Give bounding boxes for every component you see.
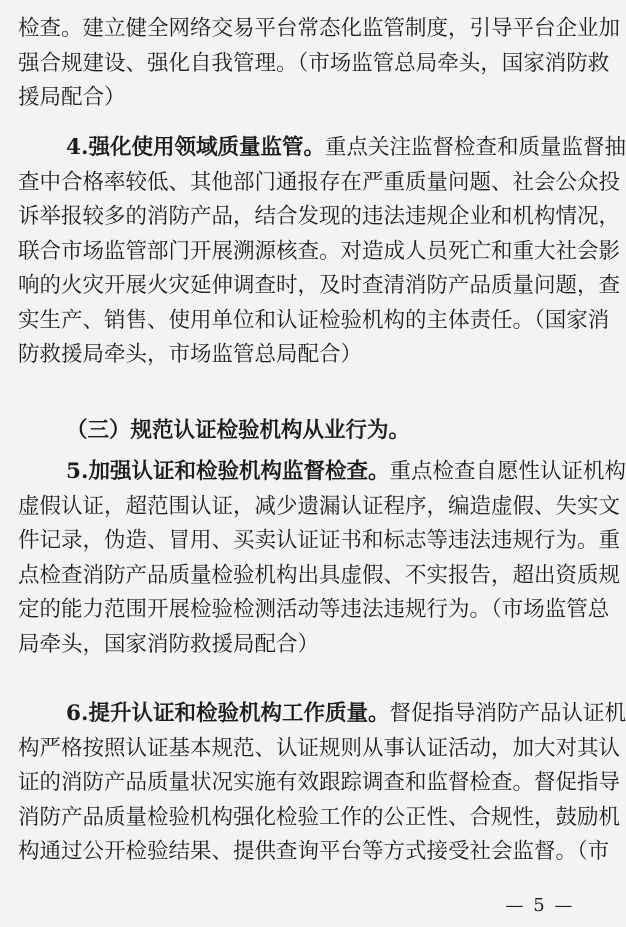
page-number: — 5 — [505,895,575,916]
text-line: 援局配合） [18,85,126,110]
text-line [18,697,626,732]
item-heading: 5.加强认证和检验机构监督检查。 [66,459,390,484]
text-line: 虚假认证，超范围认证，减少遗漏认证程序，编造虚假、失实文 [18,493,621,519]
section-heading [0,414,612,449]
item-heading: 4.强化使用领域质量监管。 [66,135,325,160]
item-text: 重点检查自愿性认证机构 [389,459,626,484]
text-line: 检查。建立健全网络交易平台常态化监管制度，引导平台企业加 [18,16,621,41]
text-line: 防救援局牵头，市场监管总局配合） [18,342,363,367]
item-heading: 6.提升认证和检验机构工作质量。 [66,701,390,726]
text-line: 查中合格率较低、其他部门通报存在严重质量问题、社会公众投 [18,169,621,195]
paragraph-continuation [0,12,621,116]
text-line: 局牵头，国家消防救援局配合） [18,631,320,657]
paragraph-item-5 [0,455,626,662]
text-line: 强合规建设、强化自我管理。（市场监管总局牵头，国家消防救 [18,50,610,76]
text-line: 构严格按照认证基本规范、认证规则从事认证活动，加大对其认 [18,735,621,761]
text-line: 构通过公开检验结果、提供查询平台等方式接受社会监督。（市 [18,839,610,864]
text-line: 实生产、销售、使用单位和认证检验机构的主体责任。（国家消 [18,307,610,333]
text-line: 定的能力范围开展检验检测活动等违法违规行为。（市场监管总 [18,597,610,622]
text-line: 点检查消防产品质量检验机构出具虚假、不实报告，超出资质规 [18,562,621,588]
text-line: 件记录，伪造、冒用、买卖认证证书和标志等违法违规行为。重 [18,528,621,553]
paragraph-item-4 [0,131,626,373]
section-title: （三）规范认证检验机构从业行为。 [66,418,411,443]
text-line: 诉举报较多的消防产品，结合发现的违法违规企业和机构情况， [18,204,621,229]
text-line: 消防产品质量检验机构强化检验工作的公正性、合规性，鼓励机 [18,804,621,830]
text-line: 联合市场监管部门开展溯源核查。对造成人员死亡和重大社会影 [18,238,621,264]
item-text: 重点关注监督检查和质量监督抽 [324,135,626,160]
text-line [18,131,626,166]
text-line [18,455,626,490]
text-line: 响的火灾开展火灾延伸调查时，及时查清消防产品质量问题，查 [18,273,621,298]
paragraph-item-6 [0,697,626,870]
text-line: 证的消防产品质量状况实施有效跟踪调查和监督检查。督促指导 [18,770,621,795]
item-text: 督促指导消防产品认证机 [389,701,626,726]
